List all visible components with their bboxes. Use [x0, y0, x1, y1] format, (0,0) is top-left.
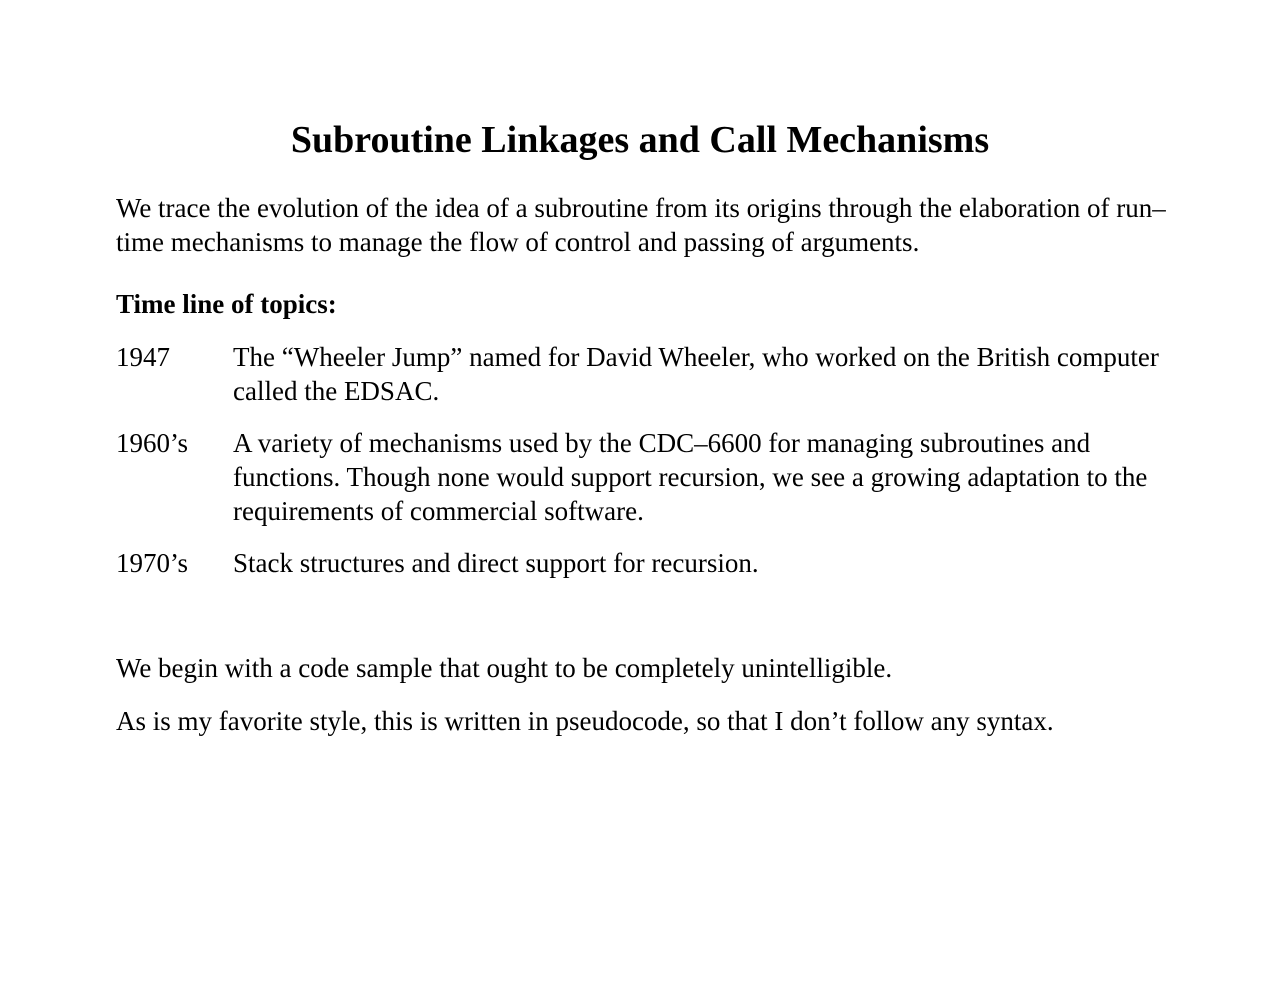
timeline-heading: Time line of topics:	[116, 289, 337, 319]
timeline-description: Stack structures and direct support for recursion.	[233, 548, 759, 578]
timeline-year: 1960’s	[116, 428, 189, 458]
closing-paragraph-2: As is my favorite style, this is written in pseudocode, so that I don’t follow any syntax.	[116, 706, 1054, 736]
timeline-entry-1960s	[116, 426, 1166, 530]
timeline-description: A variety of mechanisms used by the CDC–6600 for managing subroutines and functions. Though none would support recursion, we see a growing adaptation to the requirements of commercial software.	[233, 428, 1148, 526]
timeline-year: 1970’s	[116, 548, 189, 578]
timeline-entry-1970s	[116, 546, 1166, 582]
page-title: Subroutine Linkages and Call Mechanisms	[290, 119, 990, 161]
timeline-description: The “Wheeler Jump” named for David Wheeler, who worked on the British computer called the EDSAC.	[233, 342, 1159, 406]
timeline-entry-1947	[116, 340, 1166, 410]
closing-paragraph-1: We begin with a code sample that ought to be completely unintelligible.	[116, 653, 893, 683]
timeline-year: 1947	[116, 342, 170, 372]
intro-paragraph: We trace the evolution of the idea of a subroutine from its origins through the elaboration of run–time mechanisms to manage the flow of control and passing of arguments.	[116, 193, 1166, 257]
